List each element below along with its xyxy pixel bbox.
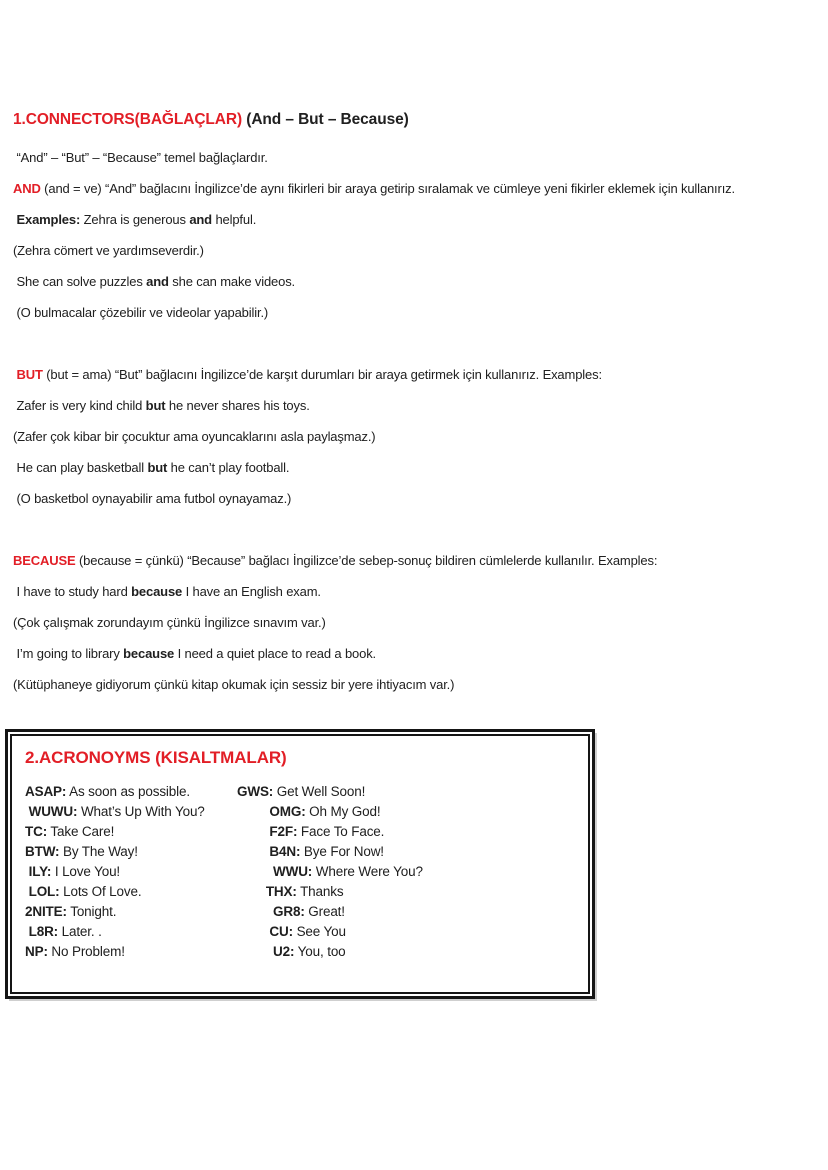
acronym-left-cell: TC: Take Care!: [25, 824, 115, 839]
acronym-right-cell: B4N: Bye For Now!: [237, 844, 384, 859]
but-example-2-translation: (O basketbol oynayabilir ama futbol oynayamaz.): [13, 491, 292, 506]
acronym-right-cell: U2: You, too: [237, 944, 346, 959]
connectors-title: 1.CONNECTORS(BAĞLAÇLAR) (And – But – Because): [13, 111, 409, 128]
acronym-left-cell: ILY: I Love You!: [25, 864, 121, 879]
acronym-right-cell: CU: See You: [237, 924, 346, 939]
acronym-row: [25, 882, 578, 902]
but-example-1: Zafer is very kind child but he never shares his toys.: [13, 398, 310, 413]
acronym-right-cell: WWU: Where Were You?: [237, 864, 423, 879]
acronym-row: [25, 942, 578, 962]
acronym-right-cell: OMG: Oh My God!: [237, 804, 381, 819]
paragraph-gap: [13, 332, 814, 363]
and-example-2-translation: (O bulmacalar çözebilir ve videolar yapabilir.): [13, 305, 269, 320]
paragraph-gap: [13, 518, 814, 549]
and-example-2: She can solve puzzles and she can make videos.: [13, 274, 296, 289]
but-definition: BUT (but = ama) “But” bağlacını İngilizce’de karşıt durumları bir araya getirmek için kullanırız. Examples:: [13, 367, 602, 382]
acronym-left-cell: L8R: Later. .: [25, 924, 102, 939]
acronym-row: [25, 842, 578, 862]
because-example-1: I have to study hard because I have an English exam.: [13, 584, 321, 599]
acronym-left-cell: 2NITE: Tonight.: [25, 904, 117, 919]
acronym-left-cell: BTW: By The Way!: [25, 844, 138, 859]
and-example-1-translation: (Zehra cömert ve yardımseverdir.): [13, 243, 204, 258]
because-definition: BECAUSE (because = çünkü) “Because” bağlacı İngilizce’de sebep-sonuç bildiren cümlelerde kullanılır. Examples:: [13, 553, 658, 568]
because-example-2: I’m going to library because I need a quiet place to read a book.: [13, 646, 377, 661]
because-example-1-translation: (Çok çalışmak zorundayım çünkü İngilizce sınavım var.): [13, 615, 326, 630]
acronym-right-cell: THX: Thanks: [237, 884, 344, 899]
acronym-row: [25, 862, 578, 882]
acronym-row: [25, 922, 578, 942]
acronym-row: [25, 802, 578, 822]
acronym-row: [25, 902, 578, 922]
acronym-right-cell: GWS: Get Well Soon!: [237, 784, 366, 799]
connectors-section: [13, 110, 814, 696]
acronyms-box: [5, 729, 595, 999]
but-example-1-translation: (Zafer çok kibar bir çocuktur ama oyuncaklarını asla paylaşmaz.): [13, 429, 376, 444]
acronyms-box-inner: [10, 734, 590, 994]
acronym-row: [25, 782, 578, 802]
but-example-2: He can play basketball but he can’t play football.: [13, 460, 290, 475]
acronym-left-cell: LOL: Lots Of Love.: [25, 884, 142, 899]
acronym-right-cell: GR8: Great!: [237, 904, 345, 919]
because-example-2-translation: (Kütüphaneye gidiyorum çünkü kitap okumak için sessiz bir yere ihtiyacım var.): [13, 677, 455, 692]
acronyms-heading: 2.ACRONOYMS (KISALTMALAR): [25, 748, 287, 767]
acronym-row: [25, 822, 578, 842]
and-example-1: Examples: Zehra is generous and helpful.: [13, 212, 257, 227]
and-definition: AND (and = ve) “And” bağlacını İngilizce’de aynı fikirleri bir araya getirip sıralamak ve cümleye yeni fikirler eklemek için kullanırız.: [13, 181, 735, 196]
acronym-right-cell: F2F: Face To Face.: [237, 824, 385, 839]
intro-line: “And” – “But” – “Because” temel bağlaçlardır.: [13, 150, 268, 165]
acronym-left-cell: NP: No Problem!: [25, 944, 125, 959]
acronym-left-cell: ASAP: As soon as possible.: [25, 784, 190, 799]
acronyms-list: [25, 782, 578, 962]
acronym-left-cell: WUWU: What’s Up With You?: [25, 804, 205, 819]
